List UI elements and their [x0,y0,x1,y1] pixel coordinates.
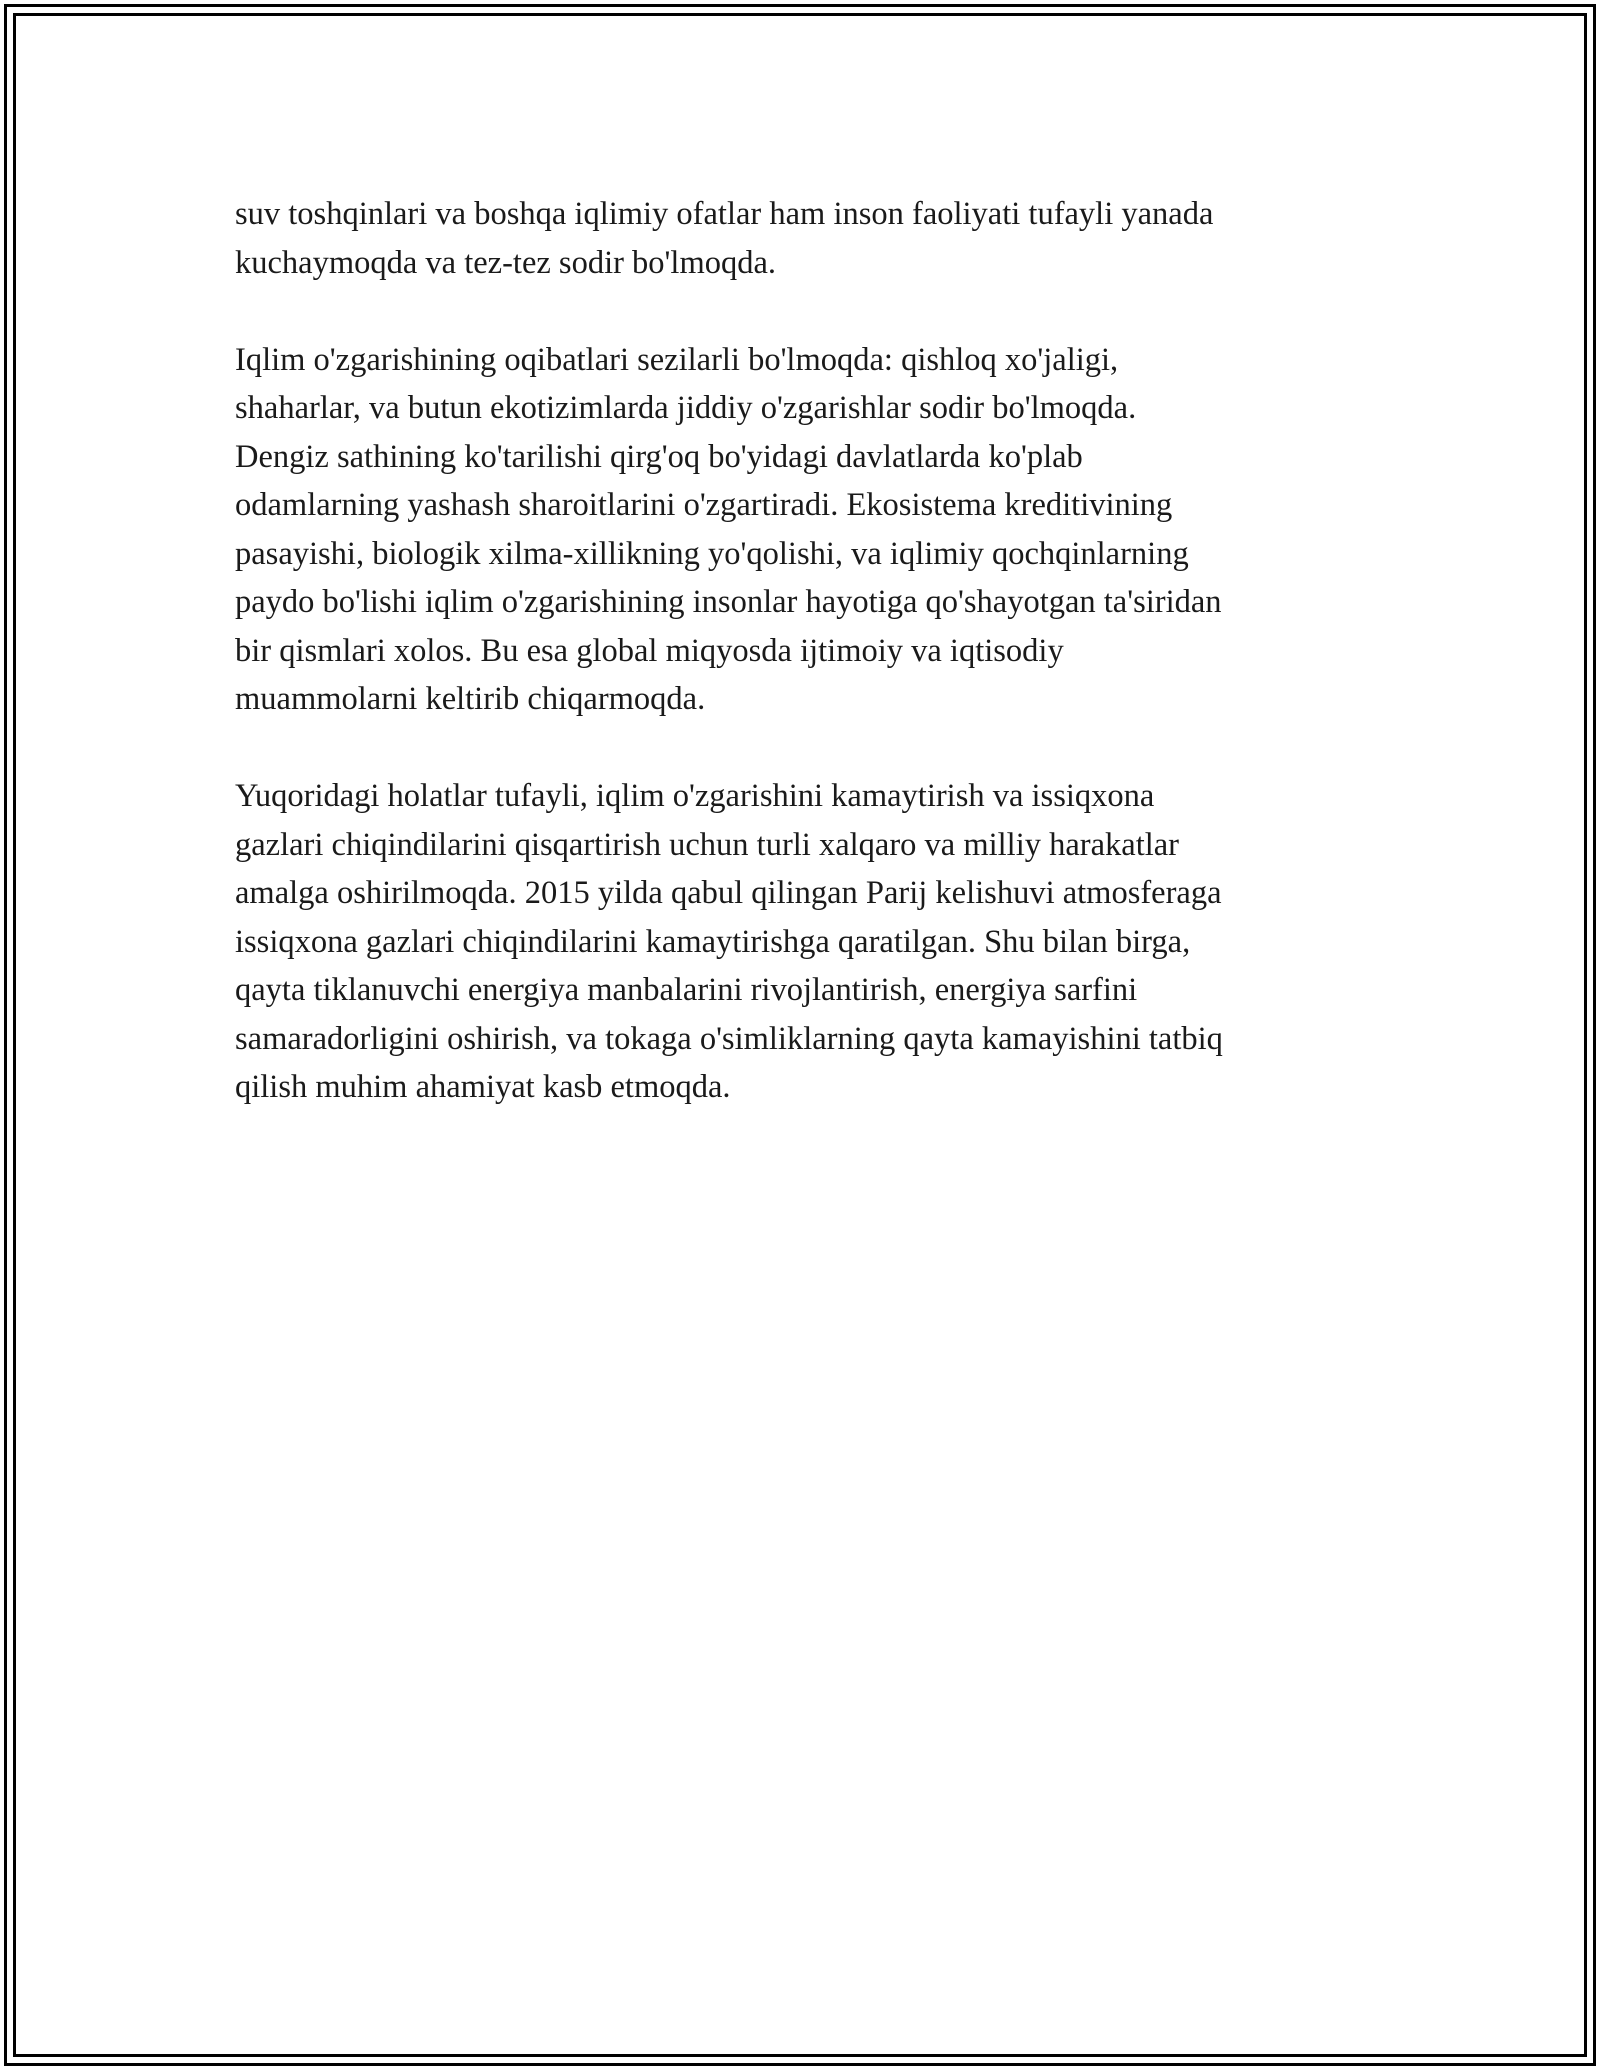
document-body [235,190,1375,1160]
paragraph-1: suv toshqinlari va boshqa iqlimiy ofatlar ham inson faoliyati tufayli yanada kuchaymoqda va tez-tez sodir bo'lmoqda. [235,196,1214,281]
paragraph-2: Iqlim o'zgarishining oqibatlari sezilarli bo'lmoqda: qishloq xo'jaligi, shaharlar, va butun ekotizimlarda jiddiy o'zgarishlar sodir bo'lmoqda. Dengiz sathining ko'tarilishi qirg'oq bo'yidagi davlatlarda ko'plab odamlarning yashash sharoitlarini o'zgartiradi. Ekosistema kreditivining pasayishi, biologik xilma-xillikning yo'qolishi, va iqlimiy qochqinlarning paydo bo'lishi iqlim o'zgarishining insonlar hayotiga qo'shayotgan ta'siridan bir qismlari xolos. Bu esa global miqyosda ijtimoiy va iqtisodiy muammolarni keltirib chiqarmoqda. [235,341,1222,717]
paragraph-3: Yuqoridagi holatlar tufayli, iqlim o'zgarishini kamaytirish va issiqxona gazlari chiqindilarini qisqartirish uchun turli xalqaro va milliy harakatlar amalga oshirilmoqda. 2015 yilda qabul qilingan Parij kelishuvi atmosferaga issiqxona gazlari chiqindilarini kamaytirishga qaratilgan. Shu bilan birga, qayta tiklanuvchi energiya manbalarini rivojlantirish, energiya sarfini samaradorligini oshirish, va tokaga o'simliklarning qayta kamayishini tatbiq qilish muhim ahamiyat kasb etmoqda. [235,778,1223,1105]
